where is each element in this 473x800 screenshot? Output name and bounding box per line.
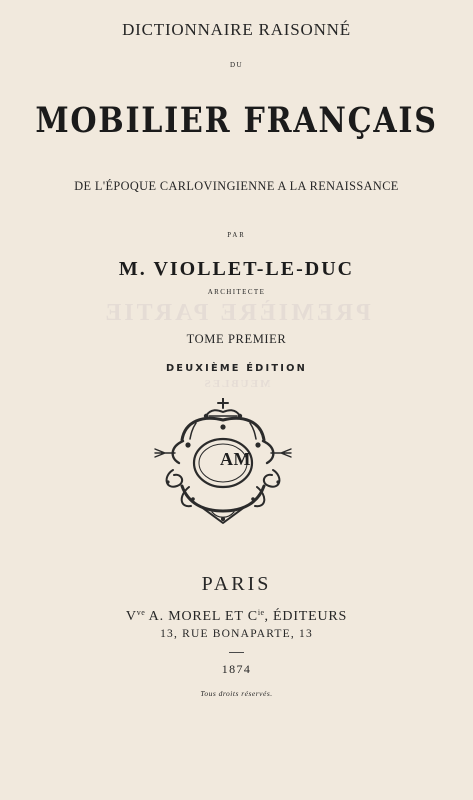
main-title: MOBILIER FRANÇAIS <box>35 100 438 141</box>
publisher-suffix-superscript: ie <box>257 608 265 617</box>
bleed-through-text-1: PREMIÈRE PARTIE <box>102 300 371 326</box>
edition-label: DEUXIÈME ÉDITION <box>165 363 308 374</box>
city-name: PARIS <box>201 573 272 595</box>
rights-statement: Tous droits réservés. <box>200 689 273 698</box>
author-role: ARCHITECTE <box>207 288 266 296</box>
par-label: PAR <box>227 232 246 239</box>
emblem-monogram: AM <box>220 449 251 469</box>
publication-year: 1874 <box>221 662 252 676</box>
publisher-middle: A. MOREL ET C <box>145 609 258 624</box>
volume-label: TOME PREMIER <box>186 332 287 346</box>
publisher-line <box>0 608 473 625</box>
publisher-end: , ÉDITEURS <box>264 609 348 624</box>
subtitle: DE L'ÉPOQUE CARLOVINGIENNE A LA RENAISSANCE <box>74 179 399 193</box>
du-label: DU <box>229 61 244 69</box>
author-name: M. VIOLLET-LE-DUC <box>118 258 355 280</box>
publisher-prefix-superscript: ve <box>136 608 146 617</box>
publisher-address: 13, RUE BONAPARTE, 13 <box>160 628 313 640</box>
short-rule <box>229 652 244 653</box>
bleed-through-text-2: MEUBLES <box>202 378 271 390</box>
dictionary-heading: DICTIONNAIRE RAISONNÉ <box>122 20 351 39</box>
publisher-prefix: V <box>125 609 137 624</box>
